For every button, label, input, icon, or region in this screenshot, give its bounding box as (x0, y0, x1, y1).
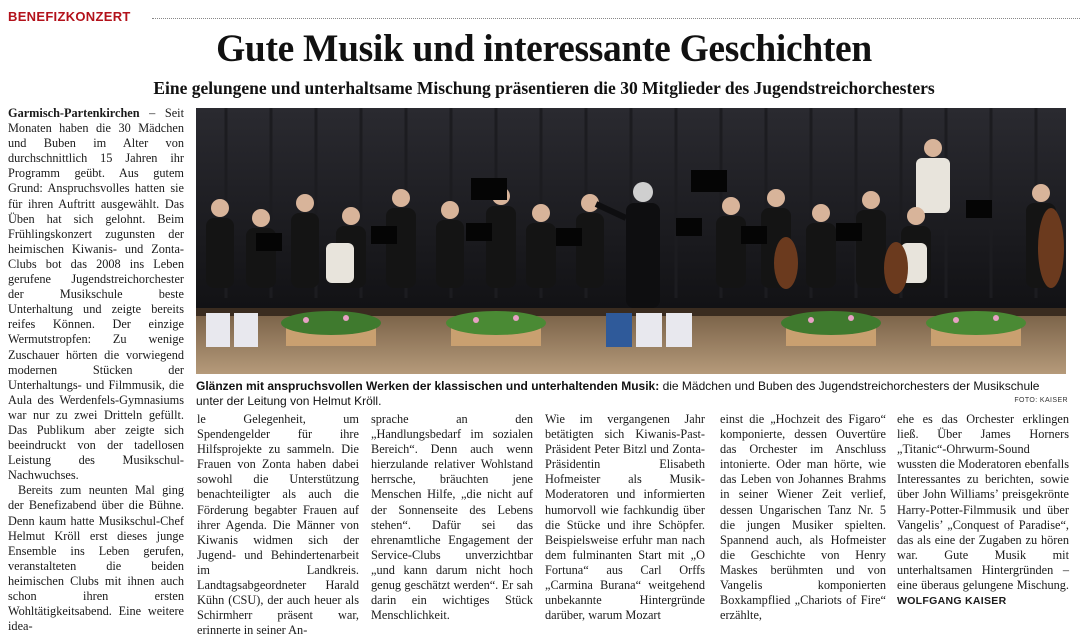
article-column-3 (371, 412, 533, 628)
paragraph (897, 412, 1069, 609)
paragraph: sprache an den „Handlungsbedarf im sozialen Bereich“. Denn auch wenn hierzulande relativer Wohlstand herrsche, bräuchten jene Menschen Hilfe, „die nicht auf der Sonnenseite des Lebens stehen“. Dafür sei das ehrenamtliche Engagement der Service-Clubs unverzichtbar „und kann darum nicht hoch genug geschätzt werden“. Er sah darin ein wichtiges Stück Menschlichkeit. (371, 412, 533, 623)
caption-text: die Mädchen und Buben des Jugendstreichorchesters der Musikschule unter der Leitung von Helmut Kröll. (196, 379, 1040, 408)
article-column-5 (720, 412, 886, 628)
article-column-4 (545, 412, 705, 628)
dateline: Garmisch-Partenkirchen (8, 106, 140, 120)
article-column-2 (197, 412, 359, 638)
paragraph: le Gelegenheit, um Spendengelder für ihre Hilfsprojekte zu sammeln. Die Frauen von Zonta haben dabei sowohl die Unterstützung benachteiligter als auch die Förderung begabter Frauen auf ihrer Agenda. Die Männer von Kiwanis widmen sich der Jugend- und Behindertenarbeit im Landkreis. Landtagsabgeordneter Harald Kühn (CSU), der auch heuer als Schirmherr präsent war, erinnerte in seiner An- (197, 412, 359, 638)
caption-lead: Glänzen mit anspruchsvollen Werken der klassischen und unterhaltenden Musik: (196, 379, 660, 393)
article-column-6 (897, 412, 1069, 628)
lead-text: – Seit Monaten haben die 30 Mädchen und Buben im Alter von durchschnittlich 15 Jahren ihr Programm geübt. Aus gutem Grund: Anspruchsvolles hatten sie für ihren Auftritt ausgewählt. Das Üben hat sich gelohnt. Beim Frühlingskonzert zugunsten der heimischen Kiwanis- und Zonta-Clubs bot das 2008 ins Leben gerufene Jugendstreichorchester der Musikschule beste Unterhaltung und zeigte bereits reifes Können. Der einzige Wermutstropfen: Zu wenige Zuschauer hörten die vorwiegend modernen Stücken der Unterhaltungs- und Filmmusik, die Aula des Werdenfels-Gymnasiums war nur zu zwei Dritteln gefüllt. Das Publikum aber zeigte sich beeindruckt von der tadellosen Leistung des Musikschul-Nachwuchses. (8, 106, 185, 483)
paragraph: einst die „Hochzeit des Figaro“ komponierte, dessen Ouvertüre das Orchester im Anschluss intonierte. Oder man hörte, wie das Leben von Johannes Brahms in seiner Wiener Zeit verlief, dessen Ungarischen Tanz Nr. 5 die jungen Musiker spielten. Spannend auch, als Hofmeister die Geschichte von Henry Maskes berühmten und von Vangelis komponierten Boxkampflied „Chariots of Fire“ erzählte, (720, 412, 886, 623)
orchestra-illustration (196, 108, 1066, 374)
photo-caption (196, 379, 1068, 408)
author-byline: WOLFGANG KAISER (897, 595, 1007, 608)
lead-paragraph (8, 106, 184, 483)
orchestra-photo (196, 108, 1066, 374)
article-column-1 (8, 106, 185, 634)
section-kicker: BENEFIZKONZERT (8, 9, 131, 24)
headline: Gute Musik und interessante Geschichten (216, 27, 872, 70)
photo-credit: FOTO: KAISER (1014, 397, 1068, 404)
subheadline: Eine gelungene und unterhaltsame Mischung präsentieren die 30 Mitglieder des Jugendstreichorchesters (153, 78, 935, 98)
kicker-divider (152, 18, 1080, 19)
closing-text: ehe es das Orchester erklingen ließ. Über James Horners „Titanic“-Ohrwurm-Sound wussten die Moderatoren ebenfalls Interessantes zu berichten, sowie über John Williams’ preisgekrönte Harry-Potter-Filmmusik und über Vangelis’ „Conquest of Paradise“, das als eine der Zugaben zu hören war. Gute Musik mit unterhaltsamen Hintergründen – eine überaus gelungene Mischung. (897, 412, 1069, 593)
paragraph: Bereits zum neunten Mal ging der Benefizabend über die Bühne. Denn kaum hatte Musikschul-Chef Helmut Kröll erst dieses junge Ensemble ins Leben gerufen, veranstalteten die beiden heimischen Clubs mit ihnen auch schon ihren ersten Wohltätigkeitsabend. Eine weitere idea- (8, 483, 184, 634)
paragraph: Wie im vergangenen Jahr betätigten sich Kiwanis-Past-Präsident Peter Bitzl und Zonta-Präsidentin Elisabeth Hofmeister als Musik-Moderatoren und informierten humorvoll wie fachkundig über die Stücke und ihre Schöpfer. Beispielsweise erfuhr man nach dem fulminanten Start mit „O Fortuna“ aus Carl Orffs „Carmina Burana“ weitgehend unbekannte Hintergründe darüber, warum Mozart (545, 412, 705, 623)
